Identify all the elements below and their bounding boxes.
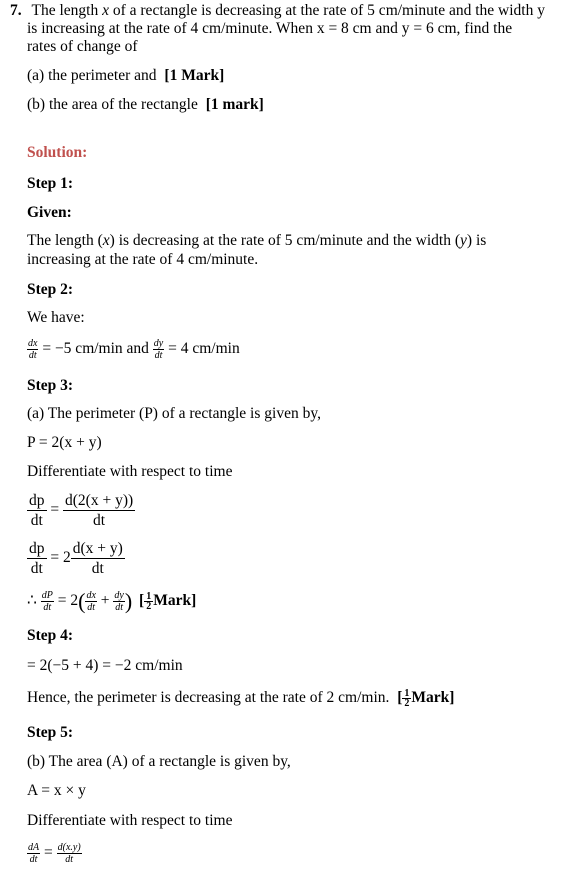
var-x: x bbox=[102, 232, 110, 249]
given-text: ) is bbox=[466, 232, 487, 249]
denominator: 2 bbox=[146, 600, 152, 612]
numerator: dy bbox=[114, 589, 124, 601]
fraction-dxy-dt bbox=[57, 842, 82, 865]
we-have-label: We have: bbox=[27, 309, 85, 326]
denominator: dt bbox=[28, 349, 37, 361]
step-4-calc: = 2(−5 + 4) = −2 cm/min bbox=[27, 657, 183, 674]
question-part-a bbox=[27, 67, 224, 85]
given-text-line-2: increasing at the rate of 4 cm/minute. bbox=[27, 251, 259, 268]
numerator: 1 bbox=[146, 590, 152, 602]
fraction-dp-dt bbox=[27, 491, 47, 530]
derivative-eq-3 bbox=[27, 585, 196, 617]
denominator: dt bbox=[154, 349, 163, 361]
step-4-label: Step 4: bbox=[27, 627, 74, 644]
denominator: dt bbox=[43, 601, 52, 613]
denominator: dt bbox=[29, 853, 38, 865]
question-text: of a rectangle is decreasing at the rate of 5 cm/minute and the width y bbox=[112, 2, 545, 19]
equals-two: = 2 bbox=[57, 592, 79, 609]
given-label: Given: bbox=[27, 204, 72, 221]
given-text: ) is decreasing at the rate of 5 cm/minute and the width ( bbox=[109, 232, 461, 249]
fraction-half bbox=[144, 592, 153, 611]
given-text: The length ( bbox=[27, 232, 103, 249]
question-text: The length bbox=[31, 2, 99, 19]
step-1-label: Step 1: bbox=[27, 175, 74, 192]
numerator: dp bbox=[29, 539, 45, 557]
step-5-label: Step 5: bbox=[27, 724, 74, 741]
solution-heading: Solution: bbox=[27, 144, 88, 161]
fraction-dy-dt bbox=[113, 590, 124, 613]
half-mark: [ $\frac{1}{2}$ Mark] bbox=[397, 687, 455, 709]
numerator: dA bbox=[28, 841, 40, 853]
plus-sign: + bbox=[100, 592, 110, 609]
differentiate-text-2: Differentiate with respect to time bbox=[27, 812, 233, 829]
denominator: dt bbox=[87, 601, 96, 613]
numerator: dx bbox=[28, 337, 38, 349]
denominator: dt bbox=[91, 559, 104, 577]
question-line-3: rates of change of bbox=[27, 38, 138, 55]
fraction-dy-dt bbox=[153, 338, 164, 361]
equals-sign: = bbox=[43, 844, 53, 861]
numerator: d(2(x + y)) bbox=[65, 491, 134, 509]
fraction-dA-dt bbox=[27, 842, 40, 865]
step-2-label: Step 2: bbox=[27, 281, 74, 298]
question-number: 7. bbox=[10, 2, 22, 19]
differentiate-text: Differentiate with respect to time bbox=[27, 463, 233, 480]
part-b-text: (b) the area of the rectangle bbox=[27, 96, 198, 113]
denominator: dt bbox=[93, 511, 106, 529]
question-part-b bbox=[27, 96, 264, 114]
fraction-dP-dt bbox=[41, 590, 54, 613]
numerator: dP bbox=[41, 589, 53, 601]
fraction-dx-dt bbox=[27, 338, 38, 361]
denominator: dt bbox=[30, 559, 43, 577]
half-mark: [ $\frac{1}{2}$ Mark] bbox=[139, 590, 197, 612]
derivative-eq-2 bbox=[27, 536, 125, 580]
hence-text: Hence, the perimeter is decreasing at the rate of 2 cm/min. bbox=[27, 689, 390, 706]
left-paren: ( bbox=[78, 588, 86, 614]
right-paren: ) bbox=[124, 588, 133, 614]
equals-two: = 2 bbox=[50, 549, 71, 566]
denominator: dt bbox=[65, 853, 74, 865]
part-a-text: (a) the perimeter and bbox=[27, 67, 157, 84]
numerator: d(x + y) bbox=[72, 539, 123, 557]
numerator: dy bbox=[153, 337, 164, 349]
fraction-dp-dt bbox=[27, 539, 47, 578]
rate-y-text: = 4 cm/min bbox=[168, 340, 240, 357]
derivative-eq-1 bbox=[27, 488, 135, 532]
part-a-mark: [1 Mark] bbox=[164, 67, 225, 84]
question-line-1 bbox=[10, 2, 545, 20]
equals-sign: = bbox=[50, 501, 60, 518]
mark-word: Mark] bbox=[411, 689, 455, 706]
rates-equation bbox=[27, 336, 240, 362]
step-3-label: Step 3: bbox=[27, 377, 74, 394]
area-derivative-eq bbox=[27, 838, 82, 868]
denominator: dt bbox=[30, 511, 43, 529]
area-formula: A = x × y bbox=[27, 782, 86, 799]
question-var-x: x bbox=[102, 2, 109, 19]
fraction-dxy-dt bbox=[71, 539, 125, 578]
denominator: dt bbox=[115, 601, 123, 613]
numerator: dx bbox=[86, 589, 96, 601]
part-b-mark: [1 mark] bbox=[205, 96, 264, 113]
numerator: 1 bbox=[404, 687, 410, 699]
perimeter-formula: P = 2(x + y) bbox=[27, 434, 102, 451]
fraction-dx-dt bbox=[85, 590, 96, 613]
given-text-line-1 bbox=[27, 232, 486, 250]
mark-word: Mark] bbox=[153, 592, 197, 609]
var-y: y bbox=[460, 232, 467, 249]
rate-x-text: = −5 cm/min and bbox=[42, 340, 149, 357]
numerator: d(x.y) bbox=[57, 841, 81, 853]
therefore-symbol: ∴ bbox=[27, 592, 37, 609]
question-line-2: is increasing at the rate of 4 cm/minute. When x = 8 cm and y = 6 cm, find the bbox=[27, 20, 513, 37]
hence-line bbox=[27, 682, 454, 714]
fraction-d2xy-dt bbox=[63, 491, 135, 530]
perimeter-intro: (a) The perimeter (P) of a rectangle is given by, bbox=[27, 405, 321, 422]
area-intro: (b) The area (A) of a rectangle is given by, bbox=[27, 753, 291, 770]
numerator: dp bbox=[29, 491, 45, 509]
denominator: 2 bbox=[404, 697, 410, 709]
